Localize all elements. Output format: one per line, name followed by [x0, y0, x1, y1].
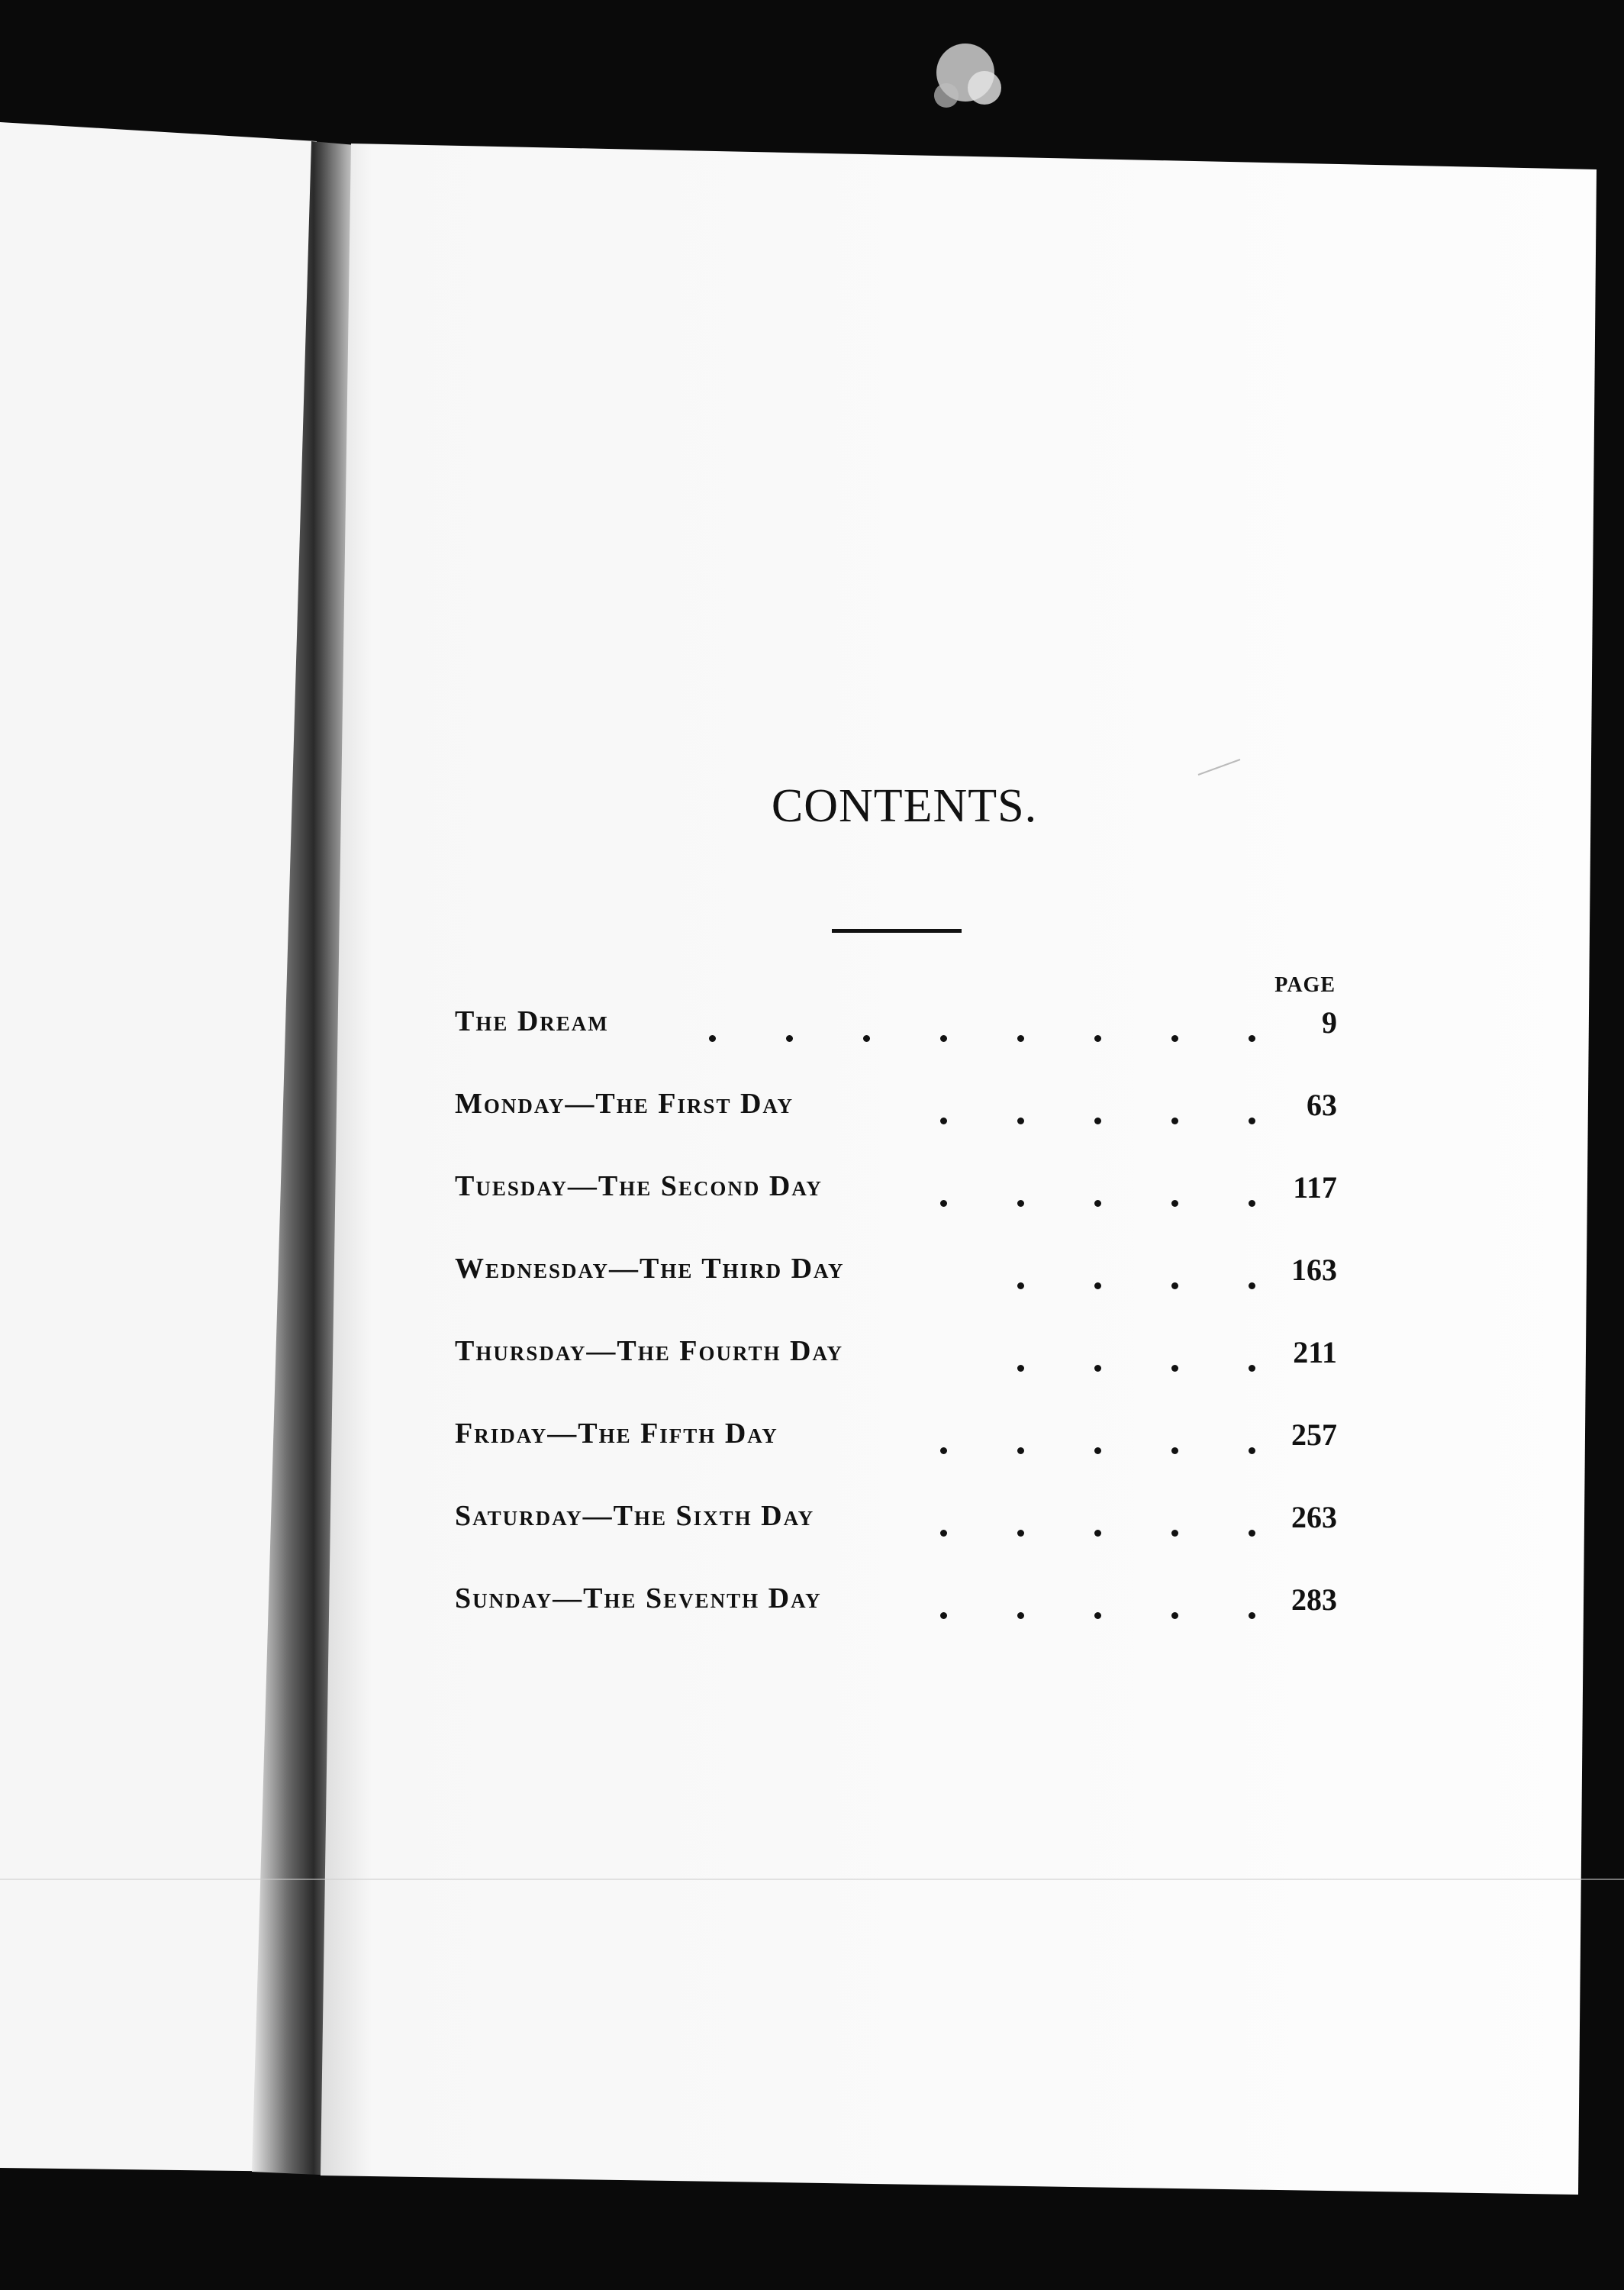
toc-entry	[455, 1418, 1340, 1501]
toc-entry-label: Wednesday—The Third Day	[455, 1253, 845, 1285]
leader-dot	[1017, 1118, 1024, 1124]
toc-entry-page: 9	[1322, 1005, 1337, 1040]
leader-dot	[1171, 1447, 1178, 1454]
leader-dot	[1171, 1530, 1178, 1537]
leader-dot	[1017, 1530, 1024, 1537]
leader-dot	[1249, 1447, 1255, 1454]
stain-mark	[934, 83, 959, 108]
leader-dot	[1249, 1035, 1255, 1042]
leader-dot	[1094, 1612, 1101, 1619]
leader-dot	[1094, 1530, 1101, 1537]
leader-dot	[940, 1612, 947, 1619]
toc-entry-page: 211	[1293, 1335, 1337, 1369]
stain-mark	[968, 71, 1001, 105]
toc-entry	[455, 1501, 1340, 1583]
leader-dot	[1094, 1282, 1101, 1289]
toc-entry-page: 257	[1291, 1418, 1337, 1452]
toc-entry	[455, 1253, 1340, 1336]
leader-dot	[1094, 1118, 1101, 1124]
toc-entry-label: Sunday—The Seventh Day	[455, 1582, 822, 1614]
leader-dot	[1171, 1118, 1178, 1124]
toc-entry	[455, 1006, 1340, 1089]
leader-dot	[1094, 1447, 1101, 1454]
toc-entry-page: 163	[1291, 1253, 1337, 1287]
leader-dot	[1171, 1365, 1178, 1372]
leader-dot	[1249, 1118, 1255, 1124]
toc-entry-label: Saturday—The Sixth Day	[455, 1500, 815, 1532]
leader-dot	[940, 1200, 947, 1207]
toc-entry-label: Thursday—The Fourth Day	[455, 1335, 843, 1367]
toc-entry-label: The Dream	[455, 1005, 609, 1037]
leader-dot	[940, 1530, 947, 1537]
leader-dot	[940, 1118, 947, 1124]
toc-entry-label: Monday—The First Day	[455, 1088, 794, 1120]
leader-dot	[1171, 1035, 1178, 1042]
leader-dot	[1171, 1282, 1178, 1289]
toc-entry-label: Friday—The Fifth Day	[455, 1418, 778, 1450]
leader-dot	[1249, 1365, 1255, 1372]
leader-dot	[1249, 1612, 1255, 1619]
toc-entry	[455, 1089, 1340, 1171]
leader-dot	[1017, 1447, 1024, 1454]
title-rule	[832, 929, 962, 933]
toc-entry-label: Tuesday—The Second Day	[455, 1170, 823, 1202]
leader-dot	[940, 1447, 947, 1454]
toc-entry-page: 263	[1291, 1500, 1337, 1534]
page-column-label: PAGE	[1274, 973, 1336, 997]
leader-dot	[709, 1035, 716, 1042]
toc-entry-page: 63	[1307, 1088, 1337, 1122]
leader-dot	[1249, 1200, 1255, 1207]
page-title: CONTENTS.	[771, 780, 1038, 832]
leader-dot	[1249, 1530, 1255, 1537]
table-of-contents	[455, 1006, 1340, 1666]
leader-dot	[1017, 1200, 1024, 1207]
toc-entry	[455, 1583, 1340, 1666]
leader-dot	[1017, 1365, 1024, 1372]
leader-dot	[1171, 1200, 1178, 1207]
leader-dot	[1017, 1035, 1024, 1042]
leader-dot	[1017, 1612, 1024, 1619]
leader-dot	[786, 1035, 793, 1042]
leader-dot	[1094, 1365, 1101, 1372]
leader-dot	[1094, 1035, 1101, 1042]
toc-entry	[455, 1171, 1340, 1253]
leader-dot	[1249, 1282, 1255, 1289]
leader-dot	[1017, 1282, 1024, 1289]
leader-dot	[1171, 1612, 1178, 1619]
leader-dot	[863, 1035, 870, 1042]
toc-entry	[455, 1336, 1340, 1418]
toc-entry-page: 117	[1293, 1170, 1337, 1205]
toc-entry-page: 283	[1291, 1582, 1337, 1617]
leader-dot	[1094, 1200, 1101, 1207]
leader-dot	[940, 1035, 947, 1042]
